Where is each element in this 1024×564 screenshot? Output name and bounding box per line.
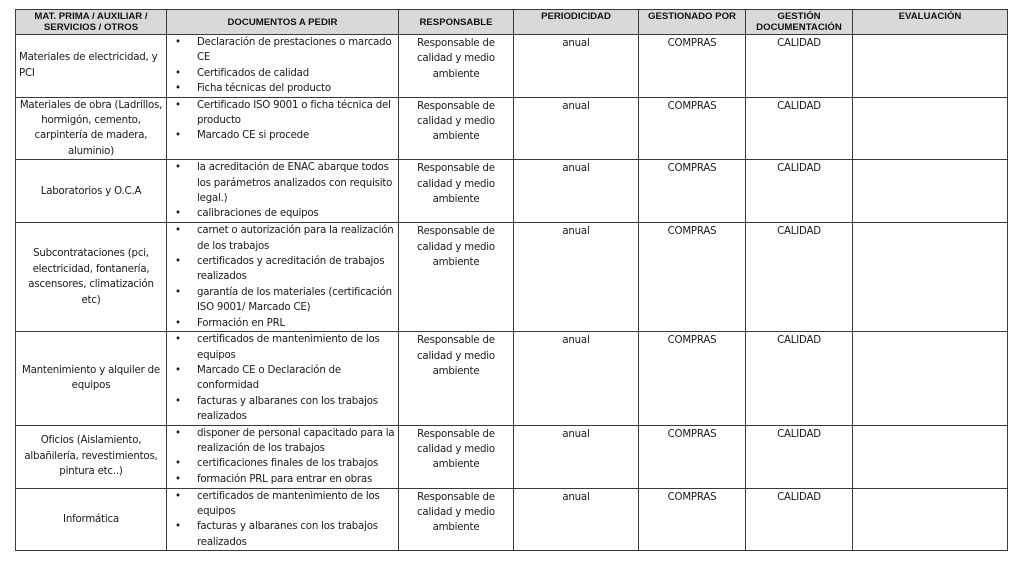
table-row <box>16 35 1008 98</box>
category-cell: Materiales de obra (Ladrillos, hormigón, cemento, carpintería de madera, aluminio) <box>16 97 167 160</box>
periodicity-cell: anual <box>514 223 639 332</box>
document-item <box>175 426 398 457</box>
table-row <box>16 332 1008 425</box>
periodicity-cell: anual <box>514 425 639 488</box>
bullet-icon: • <box>175 458 181 470</box>
responsible-cell: Responsable de calidad y medio ambiente <box>399 97 514 160</box>
document-text: Declaración de prestaciones o marcado CE <box>197 37 392 64</box>
bullet-icon: • <box>175 521 181 533</box>
header-category: MAT. PRIMA / AUXILIAR / SERVICIOS / OTROS <box>16 10 167 35</box>
managed-by-cell: COMPRAS <box>639 425 746 488</box>
doc-management-cell: CALIDAD <box>746 488 853 551</box>
document-item <box>175 456 398 471</box>
document-text: carnet o autorización para la realización de los trabajos <box>197 225 394 252</box>
responsible-cell: Responsable de calidad y medio ambiente <box>399 425 514 488</box>
table-row <box>16 223 1008 332</box>
document-item <box>175 472 398 487</box>
evaluation-cell <box>853 332 1008 425</box>
category-cell: Oficios (Aislamiento, albañilería, revestimientos, pintura etc..) <box>16 425 167 488</box>
bullet-icon: • <box>175 37 181 48</box>
document-text: certificados y acreditación de trabajos realizados <box>197 256 385 283</box>
responsible-cell: Responsable de calidad y medio ambiente <box>399 223 514 332</box>
document-item <box>175 519 398 550</box>
bullet-icon: • <box>175 334 181 346</box>
managed-by-cell: COMPRAS <box>639 223 746 332</box>
document-text: Formación en PRL <box>197 317 285 329</box>
header-doc-management: GESTIÓN DOCUMENTACIÓN <box>746 10 853 35</box>
documents-list <box>167 35 398 97</box>
periodicity-cell: anual <box>514 160 639 223</box>
document-text: Certificados de calidad <box>197 67 309 79</box>
category-cell: Informática <box>16 488 167 551</box>
document-item <box>175 223 398 254</box>
document-text: certificaciones finales de los trabajos <box>197 458 379 470</box>
document-item <box>175 66 398 81</box>
bullet-icon: • <box>175 99 181 111</box>
bullet-icon: • <box>175 130 181 142</box>
evaluation-cell <box>853 97 1008 160</box>
document-text: Certificado ISO 9001 o ficha técnica del producto <box>197 99 391 127</box>
documents-cell <box>167 332 399 425</box>
periodicity-cell: anual <box>514 332 639 425</box>
document-text: Marcado CE si procede <box>197 130 310 142</box>
document-text: certificados de mantenimiento de los equipos <box>197 334 380 361</box>
table-row <box>16 160 1008 223</box>
documents-cell <box>167 160 399 223</box>
document-item <box>175 363 398 394</box>
table-row <box>16 97 1008 160</box>
category-cell: Materiales de electricidad, y PCI <box>16 35 167 98</box>
evaluation-cell <box>853 425 1008 488</box>
bullet-icon: • <box>175 286 181 298</box>
bullet-icon: • <box>175 256 181 268</box>
documents-list <box>167 332 398 424</box>
bullet-icon: • <box>175 473 181 485</box>
doc-management-cell: CALIDAD <box>746 223 853 332</box>
document-item <box>175 254 398 285</box>
doc-management-cell: CALIDAD <box>746 425 853 488</box>
bullet-icon: • <box>175 427 181 439</box>
managed-by-cell: COMPRAS <box>639 488 746 551</box>
table-row <box>16 425 1008 488</box>
doc-management-cell: CALIDAD <box>746 332 853 425</box>
header-row <box>16 10 1008 35</box>
doc-management-cell: CALIDAD <box>746 35 853 98</box>
documents-cell <box>167 35 399 98</box>
header-documents: DOCUMENTOS A PEDIR <box>167 10 399 35</box>
bullet-icon: • <box>175 225 181 237</box>
document-text: facturas y albaranes con los trabajos realizados <box>197 521 378 548</box>
documents-list <box>167 223 398 331</box>
responsible-cell: Responsable de calidad y medio ambiente <box>399 488 514 551</box>
document-text: formación PRL para entrar en obras <box>197 473 373 485</box>
bullet-icon: • <box>175 317 181 329</box>
evaluation-cell <box>853 223 1008 332</box>
document-text: facturas y albaranes con los trabajos realizados <box>197 395 378 423</box>
document-item <box>175 160 398 206</box>
evaluation-cell <box>853 35 1008 98</box>
document-text: Ficha técnicas del producto <box>197 83 331 95</box>
bullet-icon: • <box>175 67 181 79</box>
document-item <box>175 206 398 221</box>
bullet-icon: • <box>175 83 181 95</box>
managed-by-cell: COMPRAS <box>639 160 746 223</box>
bullet-icon: • <box>175 395 181 407</box>
documents-cell <box>167 488 399 551</box>
evaluation-cell <box>853 160 1008 223</box>
managed-by-cell: COMPRAS <box>639 35 746 98</box>
category-cell: Mantenimiento y alquiler de equipos <box>16 332 167 425</box>
bullet-icon: • <box>175 162 181 174</box>
bullet-icon: • <box>175 490 181 502</box>
documents-cell <box>167 425 399 488</box>
document-text: la acreditación de ENAC abarque todos los parámetros analizados con requisito legal.) <box>197 162 393 205</box>
periodicity-cell: anual <box>514 97 639 160</box>
document-text: certificados de mantenimiento de los equipos <box>197 490 380 517</box>
managed-by-cell: COMPRAS <box>639 97 746 160</box>
header-managed-by: GESTIONADO POR <box>639 10 746 35</box>
document-text: Marcado CE o Declaración de conformidad <box>197 364 341 392</box>
document-text: calibraciones de equipos <box>197 208 319 220</box>
category-cell: Subcontrataciones (pci, electricidad, fontanería, ascensores, climatización etc) <box>16 223 167 332</box>
document-item <box>175 285 398 316</box>
document-item <box>175 98 398 129</box>
documents-list <box>167 426 398 488</box>
category-cell: Laboratorios y O.C.A <box>16 160 167 223</box>
document-item <box>175 489 398 520</box>
document-item <box>175 316 398 331</box>
responsible-cell: Responsable de calidad y medio ambiente <box>399 35 514 98</box>
doc-management-cell: CALIDAD <box>746 160 853 223</box>
periodicity-cell: anual <box>514 488 639 551</box>
header-periodicity: PERIODICIDAD <box>514 10 639 35</box>
documents-cell <box>167 223 399 332</box>
table-row <box>16 488 1008 551</box>
managed-by-cell: COMPRAS <box>639 332 746 425</box>
document-item <box>175 128 398 143</box>
header-evaluation: EVALUACIÓN <box>853 10 1008 35</box>
periodicity-cell: anual <box>514 35 639 98</box>
bullet-icon: • <box>175 208 181 220</box>
documents-list <box>167 160 398 222</box>
header-responsible: RESPONSABLE <box>399 10 514 35</box>
responsible-cell: Responsable de calidad y medio ambiente <box>399 332 514 425</box>
document-item <box>175 35 398 66</box>
responsible-cell: Responsable de calidad y medio ambiente <box>399 160 514 223</box>
document-item <box>175 332 398 363</box>
documents-list <box>167 489 398 551</box>
evaluation-cell <box>853 488 1008 551</box>
document-item <box>175 394 398 425</box>
document-text: disponer de personal capacitado para la realización de los trabajos <box>197 427 395 454</box>
bullet-icon: • <box>175 364 181 376</box>
doc-management-cell: CALIDAD <box>746 97 853 160</box>
document-text: garantía de los materiales (certificación ISO 9001/ Marcado CE) <box>197 286 392 314</box>
documents-list <box>167 98 398 144</box>
supplier-documents-table <box>15 9 1008 551</box>
document-item <box>175 81 398 96</box>
documents-cell <box>167 97 399 160</box>
